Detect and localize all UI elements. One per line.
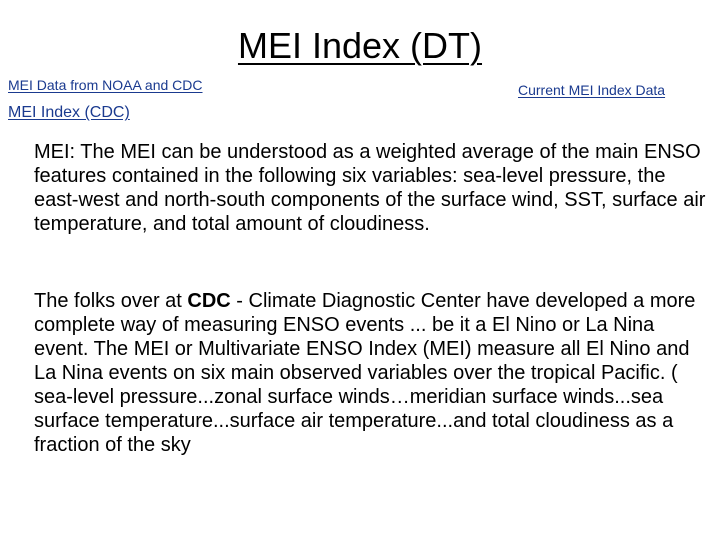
mei-definition-paragraph: MEI: The MEI can be understood as a weighted average of the main ENSO features contained in the following six variables: sea-level pressure, the east-west and north-south components of the surface wind, SST, surface air temperature, and total amount of cloudiness. <box>34 141 706 235</box>
link-mei-index-cdc[interactable]: MEI Index (CDC) <box>8 104 130 121</box>
cdc-bold-text: CDC <box>187 290 231 312</box>
link-current-mei-index-data[interactable]: Current MEI Index Data <box>518 82 666 98</box>
cdc-paragraph-suffix: - Climate Diagnostic Center have developed a more complete way of measuring ENSO events ... be it a El Nino or La Nina event. The MEI or Multivariate ENSO Index (MEI) measure all El Nino and La Nina events on six main observed variables over the tropical Pacific. ( sea-level pressure...zonal surface winds…meridian surface winds...sea surface temperature...surface air temperature...and total cloudiness as a fraction of the sky <box>34 290 696 456</box>
cdc-paragraph-prefix: The folks over at <box>34 290 188 312</box>
link-mei-data-noaa-cdc[interactable]: MEI Data from NOAA and CDC <box>8 77 203 93</box>
cdc-description-paragraph <box>34 289 714 457</box>
page-title-text: MEI Index (DT) <box>237 25 483 66</box>
page-title <box>0 24 720 68</box>
